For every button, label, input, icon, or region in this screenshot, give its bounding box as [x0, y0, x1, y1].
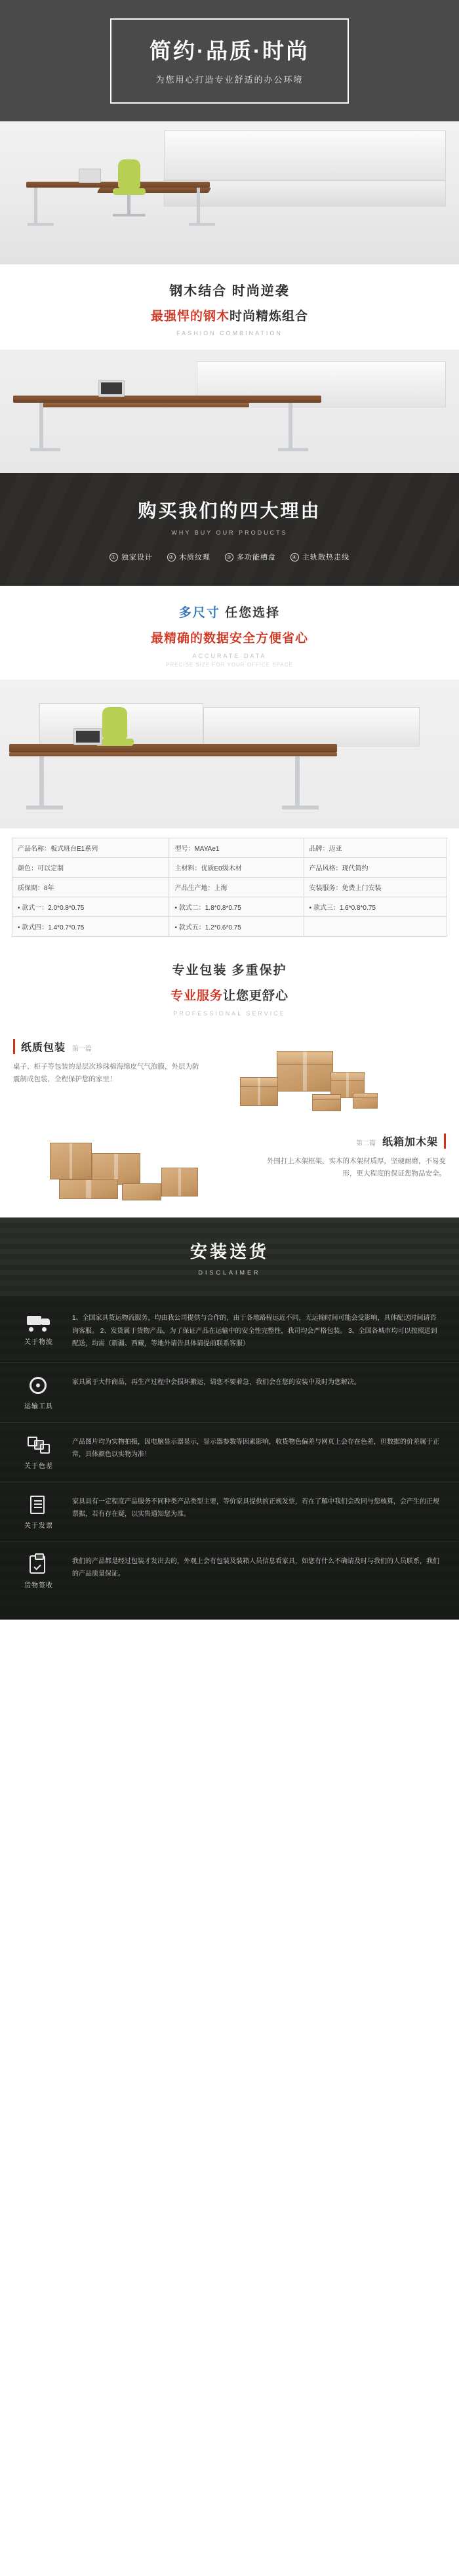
spec-cell	[304, 917, 447, 937]
reason-label: 多功能槽盒	[237, 554, 276, 562]
feature-row-paper-packaging	[0, 1029, 459, 1123]
package-line-2	[0, 986, 459, 1004]
param-key: 安装服务：	[309, 885, 342, 892]
disclaimer-body: 家具属于大件商品，再生产过程中会损坏搬运，请您不要着急，我们会在您的安装中及时为您解决。	[72, 1378, 361, 1386]
param-value: MAYAe1	[194, 846, 220, 853]
desk-foot	[282, 806, 319, 809]
param-key: 品牌：	[309, 846, 329, 853]
feature-title: 纸质包装	[21, 1042, 66, 1053]
feature-image-boxes	[214, 1039, 422, 1116]
desk-leg	[197, 188, 200, 224]
spec-cell: • 款式五：1.2*0.6*0.75	[169, 917, 304, 937]
feature-text	[254, 1134, 446, 1181]
caption-block-1	[0, 264, 459, 350]
feature-image-crates	[37, 1134, 245, 1211]
crate-strap	[70, 1143, 73, 1179]
wood-crate	[50, 1143, 92, 1179]
crate-strap	[86, 1180, 90, 1198]
desk-foot	[28, 223, 54, 226]
chair-base	[113, 214, 146, 216]
disclaimer-body: 产品图片均为实物拍摄，因电脑显示器显示，显示器参数等因素影响，收货物色偏差与网页上会存在色差，但数据的价差属于正常，具体颜色以实物为准！	[72, 1438, 439, 1458]
feature-index-label: 第二篇	[355, 1140, 376, 1147]
chair-back	[102, 707, 127, 739]
param-key: 质保期：	[18, 885, 44, 892]
disclaimer-list	[0, 1296, 459, 1620]
size-block	[0, 586, 459, 680]
caption-line-1: 钢木结合 时尚逆袭	[169, 284, 290, 298]
size-english-2: PRECISE SIZE FOR YOUR OFFICE SPACE	[166, 662, 293, 668]
desk-top-edge	[39, 403, 249, 407]
desk-leg	[289, 403, 292, 450]
reason-label: 木质纹理	[179, 554, 210, 562]
disclaimer-icon-wrap	[14, 1435, 63, 1470]
table-cell	[169, 858, 304, 878]
reason-label: 独家设计	[121, 554, 153, 562]
param-key: 产品生产地：	[174, 885, 214, 892]
disclaimer-label: 关于物流	[24, 1339, 53, 1346]
chair-seat	[113, 188, 146, 195]
carton-box	[240, 1077, 278, 1106]
reason-item	[225, 552, 276, 562]
caption-line-2	[0, 306, 459, 324]
table-cell	[12, 878, 169, 897]
spec-cell: • 款式二：1.8*0.8*0.75	[169, 897, 304, 917]
monitor	[79, 169, 101, 183]
param-value: 上海	[214, 885, 228, 892]
package-line-1: 专业包装 多重保护	[172, 964, 287, 977]
product-photo-1	[0, 121, 459, 264]
param-value: 现代简约	[342, 865, 369, 872]
feature-row-wood-frame	[0, 1123, 459, 1217]
carton-tape	[258, 1078, 260, 1105]
cabinet-unit	[164, 131, 446, 180]
list-item	[0, 1299, 459, 1363]
wood-crate	[59, 1179, 118, 1199]
package-rest: 让您更舒心	[223, 989, 289, 1003]
list-item	[0, 1423, 459, 1482]
disclaimer-body: 家具具有一定程度产品服务不同种类产品类型主要，等价家具提供的正规发票，若在了解中我们会改同与您核算，会产生的正规票据，若有存在疑，以实售通知您为准。	[72, 1498, 439, 1518]
product-params-table-wrap	[0, 828, 459, 943]
reason-label: 主轨散热走线	[302, 554, 349, 562]
param-value: 可以定制	[37, 865, 64, 872]
reason-item	[110, 552, 153, 562]
param-value: 免费上门安装	[342, 885, 382, 892]
invoice-icon	[26, 1494, 52, 1515]
product-photo-3	[0, 680, 459, 828]
caption-highlight: 最强悍的钢木	[150, 310, 230, 323]
carton-tape	[346, 1073, 349, 1097]
desk-top-main	[9, 744, 337, 752]
size-rest: 任您选择	[225, 606, 281, 620]
chair-back	[118, 159, 140, 188]
list-item	[0, 1542, 459, 1601]
table-cell	[304, 838, 447, 858]
hero-title: 简约·品质·时尚	[150, 38, 309, 63]
laptop-screen	[76, 731, 100, 743]
desk-foot	[189, 223, 215, 226]
disclaimer-icon-wrap	[14, 1494, 63, 1530]
disclaimer-icon-wrap	[14, 1375, 63, 1410]
size-line-1	[0, 603, 459, 621]
feature-heading	[13, 1039, 205, 1054]
carton-lid	[313, 1095, 340, 1100]
desk-foot	[30, 448, 60, 451]
hero-banner	[0, 0, 459, 121]
param-key: 产品名称：	[18, 846, 50, 853]
table-row-spec	[12, 897, 447, 917]
package-highlight: 专业服务	[170, 989, 223, 1003]
cabinet-unit-right	[203, 707, 420, 746]
list-item	[0, 1482, 459, 1542]
table-cell	[12, 838, 169, 858]
carton-box	[277, 1051, 333, 1092]
table-cell	[12, 858, 169, 878]
carton-box	[312, 1094, 341, 1111]
size-line-2: 最精确的数据安全方便省心	[150, 632, 308, 645]
table-row	[12, 858, 447, 878]
reason-item	[167, 552, 210, 562]
param-key: 主材料：	[174, 865, 201, 872]
desk-leg	[34, 188, 37, 224]
carton-lid	[353, 1094, 377, 1098]
reason-number: ②	[167, 553, 176, 562]
package-english: PROFESSIONAL SERVICE	[173, 1010, 286, 1017]
desk-top-edge	[9, 752, 337, 756]
delivery-banner	[0, 1217, 459, 1296]
wood-crate	[161, 1168, 198, 1196]
disclaimer-body: 我们的产品都是经过包装才发出去的，外观上会有包装及装箱人员信息看家具，如您有什么不确请及时与我们的人员联系，我们的产品质量保证。	[72, 1557, 439, 1578]
color-swatch-icon	[26, 1435, 52, 1456]
param-value: 迈亚	[329, 846, 342, 853]
receipt-clipboard-icon	[26, 1554, 52, 1575]
reasons-title: 购买我们的四大理由	[138, 501, 321, 521]
reason-number: ④	[290, 553, 299, 562]
disclaimer-icon-wrap	[14, 1554, 63, 1589]
desk-leg	[39, 756, 44, 808]
product-photo-2	[0, 350, 459, 473]
disclaimer-label: 关于发票	[24, 1522, 53, 1530]
disclaimer-icon-wrap	[14, 1311, 63, 1346]
disclaimer-label: 货物签收	[24, 1582, 53, 1589]
carton-box	[353, 1093, 378, 1109]
table-cell	[304, 878, 447, 897]
wood-crate	[122, 1183, 161, 1200]
desk-leg	[39, 403, 43, 450]
reason-number: ③	[225, 553, 233, 562]
table-row-spec	[12, 917, 447, 937]
disclaimer-label: 关于色差	[24, 1462, 53, 1470]
caption-english: FASHION COMBINATION	[176, 330, 283, 337]
param-value: 板式班台E1系列	[50, 846, 98, 853]
desk-foot	[26, 806, 63, 809]
caption-rest: 时尚精炼组合	[230, 310, 309, 323]
desk-foot	[278, 448, 308, 451]
size-highlight: 多尺寸	[178, 606, 220, 620]
delivery-title: 安装送货	[190, 1241, 269, 1261]
disclaimer-body: 1、全国家具货运物流服务，均由我公司提供与合作的，由于各地路程远近不同，无运输时间可能会受影响，具体配送时间请咨询客服。 2、发货属于货物产品，为了保证产品在运输中的安全性完整性，我司均会严格包装。 3、全国各城市均可以按照送到配送，均需（新疆、西藏，等地外请告具体请提前联系客服）	[72, 1315, 437, 1347]
hero-subtitle: 为您用心打造专业舒适的办公环境	[155, 74, 304, 85]
product-params-table	[12, 838, 447, 937]
table-cell	[169, 838, 304, 858]
list-item	[0, 1363, 459, 1423]
reasons-banner	[0, 473, 459, 586]
laptop-screen	[101, 382, 122, 394]
package-heading	[0, 943, 459, 1029]
desk-leg	[295, 756, 300, 808]
spec-cell: • 款式一：2.0*0.8*0.75	[12, 897, 169, 917]
feature-text	[13, 1039, 205, 1086]
table-cell	[169, 878, 304, 897]
param-value: 8年	[44, 885, 54, 892]
feature-body: 外围打上木架框架，实木的木架材质厚，坚硬耐磨，不易变形，更大程度的保证您物品安全。	[267, 1157, 446, 1178]
param-value: 优质E0级木材	[201, 865, 242, 872]
feature-title: 纸箱加木架	[382, 1137, 438, 1148]
disclaimer-label: 运输工具	[24, 1402, 53, 1410]
table-row	[12, 878, 447, 897]
reasons-english: WHY BUY OUR PRODUCTS	[171, 529, 288, 536]
gear-icon	[26, 1375, 52, 1396]
reason-number: ①	[110, 553, 118, 562]
hero-box	[110, 18, 349, 104]
feature-body: 桌子、柜子等包装的是层次珍珠棉海绵皮气气泡膜，外层为防震制成包装，全程保护您的家里！	[13, 1063, 199, 1084]
truck-icon	[26, 1311, 52, 1332]
chair-pole	[127, 195, 130, 215]
spec-cell: • 款式三：1.6*0.8*0.75	[304, 897, 447, 917]
desk-top-main	[13, 396, 321, 403]
feature-heading	[254, 1134, 446, 1149]
delivery-english: DISCLAIMER	[198, 1269, 261, 1276]
spec-cell: • 款式四：1.4*0.7*0.75	[12, 917, 169, 937]
param-key: 产品风格：	[309, 865, 342, 872]
feature-index-label: 第一篇	[72, 1046, 92, 1053]
param-key: 型号：	[174, 846, 195, 853]
reasons-list	[110, 552, 349, 562]
table-cell	[304, 858, 447, 878]
crate-strap	[178, 1168, 181, 1196]
table-row	[12, 838, 447, 858]
reason-item	[290, 552, 349, 562]
size-english: ACCURATE DATA	[192, 653, 267, 659]
param-key: 颜色：	[18, 865, 37, 872]
carton-tape	[303, 1052, 308, 1091]
